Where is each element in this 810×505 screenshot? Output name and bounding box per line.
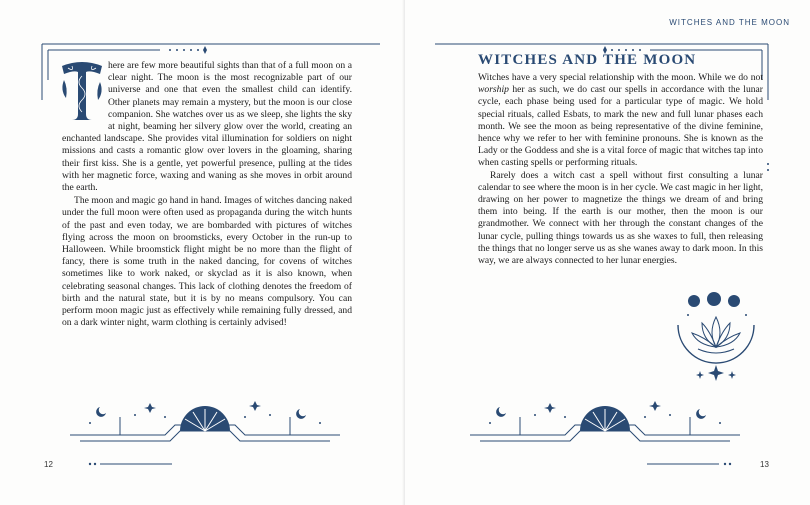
celestial-rays-ornament	[0, 395, 405, 465]
page-number-left: 12	[44, 460, 53, 469]
right-body-text	[478, 72, 763, 267]
moon-phases-icon	[670, 292, 758, 309]
page-number-right: 13	[760, 460, 769, 469]
left-body-text	[62, 60, 352, 329]
left-paragraph-1: here are few more beautiful sights than that of a full moon on a clear night. The moon is the most recognizable part of our universe and one that even the smallest child can identify. Other planets may remain a mystery, but the moon is our close companion. She watches over us as we sleep, she lights the sky at night, beaming her silvery glow over the world, creating an enchanted landscape. She provides vital illumination for soldiers on night missions and casts a romantic glow over lovers in the gloaming, sharing their first kiss. She is a gentle, yet powerful presence, pulling at the tides with her magnetic force, waxing and waning as she moves in orbit around the earth.	[62, 60, 352, 194]
emphasis-worship: worship	[478, 84, 509, 96]
celestial-rays-ornament-right	[405, 395, 810, 465]
crescent-moon-row-right	[637, 457, 757, 471]
left-paragraph-2: The moon and magic go hand in hand. Images of witches dancing naked under the full moon were often used as propaganda during the witch hunts of the past and even today, we are bombarded with pictures of witches flying across the moon on broomsticks, every October in the run-up to Halloween. While broomstick flight might be no more than the flight of fancy, there is some truth in the naked dancing, for covens of witches sometimes like to work naked, or skyclad as it is also known, when celebrating seasonal changes. This lack of clothing denotes the freedom of birth and the natural state, but it is by no means compulsory. You can perform moon magic just as effectively while remaining fully dressed, and on a dark winter night, warm clothing is certainly advised!	[62, 195, 352, 329]
running-head: WITCHES AND THE MOON	[669, 18, 790, 27]
ornate-drop-cap	[60, 60, 104, 122]
right-paragraph-2: Rarely does a witch cast a spell without first consulting a lunar calendar to see where the moon is in her cycle. We cast magic in her light, drawing on her power to magnetize the things we dream of and bring them into being. If the earth is our mother, then the moon is our grandmother. We connect with her through the constant changes of the lunar cycle, pulling things towards us as she waxes to full, then releasing the things that no longer serve us as she wanes away to dark moon. In this way, we are always connected to her lunar energies.	[478, 169, 763, 267]
lotus-crescent-emblem	[658, 285, 778, 395]
right-page	[405, 0, 810, 505]
crescent-moon-row-left	[62, 457, 182, 471]
right-paragraph-1: Witches have a very special relationship with the moon. While we do not worship her as such, we do cast our spells in accordance with the lunar cycle, each phase being used for a particular type of magic. We hold special rituals, called Esbats, to mark the new and full lunar phases each month. We see the moon as being representative of the divine feminine, hence why we refer to her with feminine pronouns. She is known as the Lady or the Goddess and she is a vital force of magic that witches tap into when casting spells or performing rituals.	[478, 72, 763, 169]
chapter-title: WITCHES AND THE MOON	[478, 52, 697, 68]
